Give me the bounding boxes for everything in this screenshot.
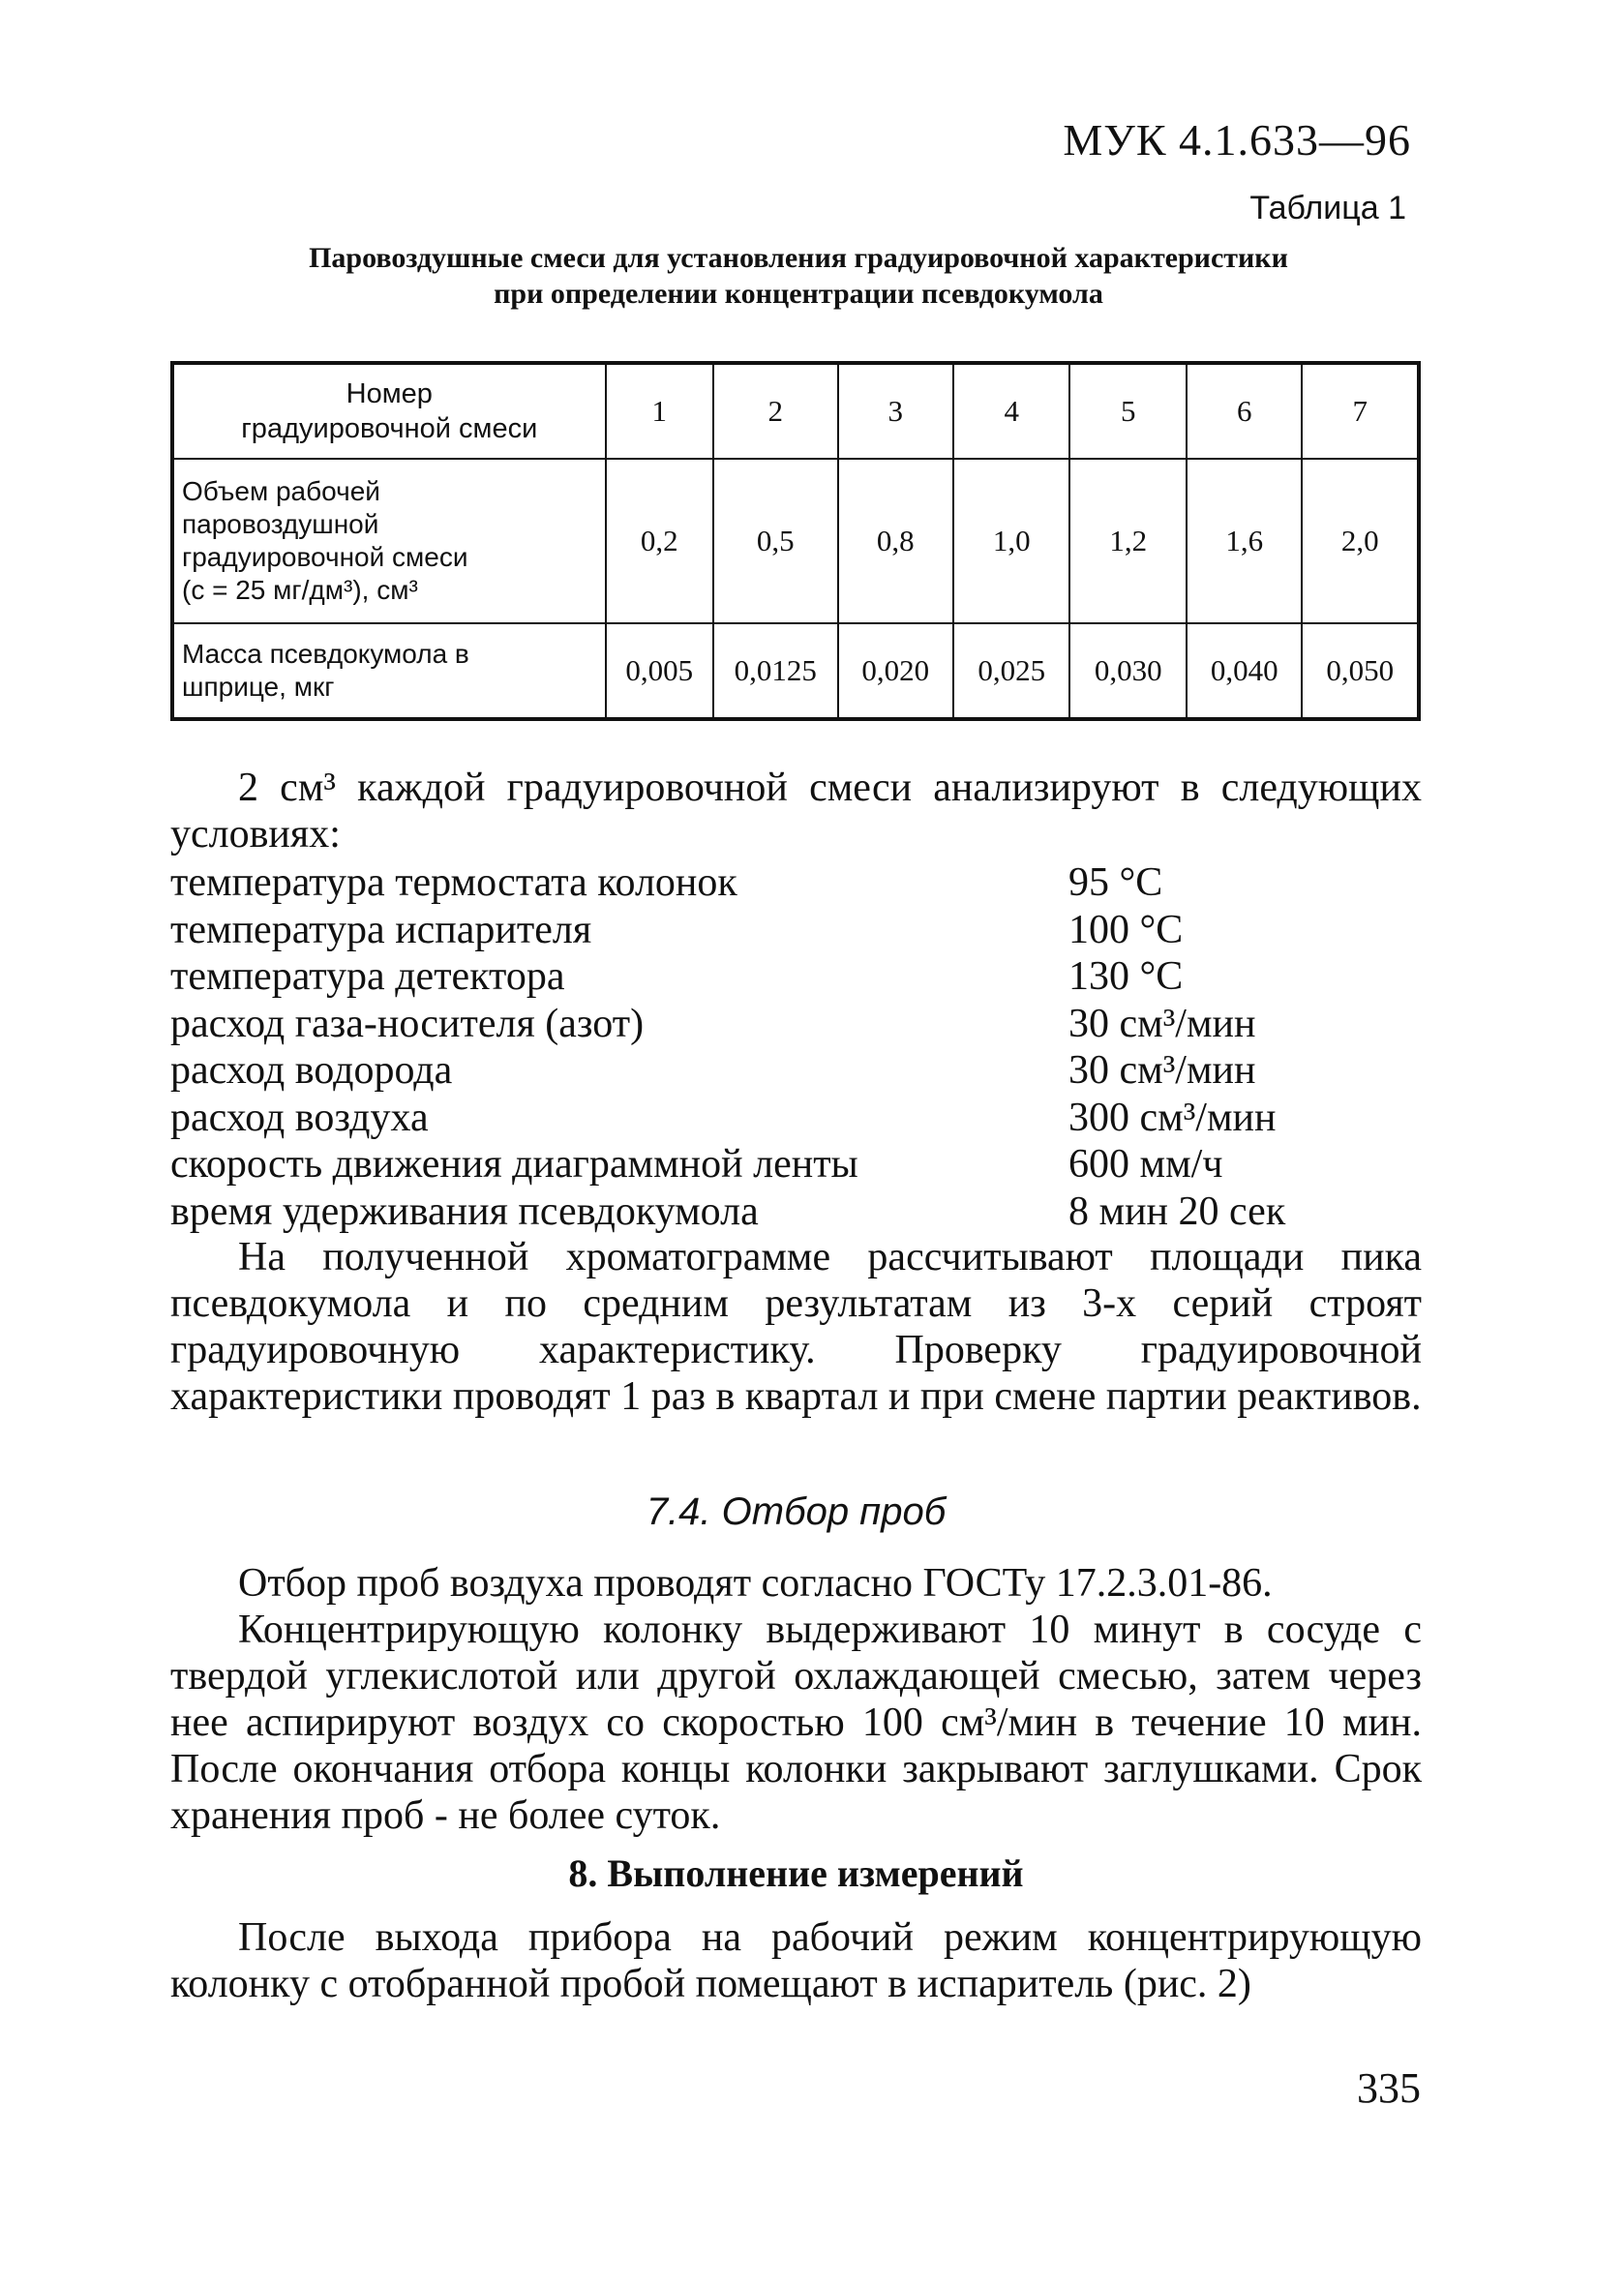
table-cell: 2,0 [1302,459,1419,623]
table-cell: 0,5 [713,459,838,623]
condition-name: расход газа-носителя (азот) [170,1001,645,1046]
table-row-volume [172,459,1419,623]
measurement-paragraph: После выхода прибора на рабочий режим концентрирующую колонку с отобранной пробой помещают в испаритель (рис. 2) [170,1915,1422,2006]
header-label-cell [172,363,606,459]
condition-name: температура испарителя [170,907,592,952]
column-header: 3 [838,363,953,459]
condition-value: 30 см³/мин [1068,1001,1256,1046]
table-cell: 0,8 [838,459,953,623]
condition-value: 8 мин 20 сек [1068,1188,1286,1234]
calibration-table [170,361,1421,721]
row-label-line: паровоздушной [182,509,379,539]
table-cell: 0,005 [606,623,713,719]
condition-name: расход водорода [170,1048,453,1093]
condition-row [170,953,1422,1001]
section-title-measurements: 8. Выполнение измерений [568,1851,1024,1895]
table-cell: 0,0125 [713,623,838,719]
condition-name: температура термостата колонок [170,860,737,905]
row-label-line: (с = 25 мг/дм³), см³ [182,575,418,605]
table-cell: 0,020 [838,623,953,719]
table-label: Таблица 1 [1249,190,1406,226]
row-label-line: шприце, мкг [182,672,335,702]
condition-name: температура детектора [170,954,565,999]
column-header: 5 [1069,363,1186,459]
column-header: 4 [953,363,1069,459]
table-cell: 0,030 [1069,623,1186,719]
table-cell: 0,2 [606,459,713,623]
document-code: МУК 4.1.633—96 [1063,115,1411,165]
conditions-list [170,859,1422,1235]
condition-row [170,859,1422,907]
condition-value: 30 см³/мин [1068,1048,1256,1093]
table-cell: 0,025 [953,623,1069,719]
condition-value: 130 °С [1068,954,1184,999]
column-header: 2 [713,363,838,459]
section-title-sampling: 7.4. Отбор проб [646,1490,947,1533]
condition-name: скорость движения диаграммной ленты [170,1142,858,1187]
condition-name: время удерживания псевдокумола [170,1188,759,1234]
page-number: 335 [1357,2064,1421,2112]
condition-row [170,907,1422,954]
sampling-paragraph-2: Концентрирующую колонку выдерживают 10 минут в сосуде с твердой углекислотой или другой охлаждающей смесью, затем через нее аспирируют воздух со скоростью 100 см³/мин в течение 10 мин. После окончания отбора концы колонки закрывают заглушками. Срок хранения проб - не более суток. [170,1608,1422,1838]
condition-row [170,1001,1422,1048]
table-cell: 0,050 [1302,623,1419,719]
table-cell: 1,6 [1187,459,1302,623]
table-cell: 1,2 [1069,459,1186,623]
row-label-mass [172,623,606,719]
sampling-paragraph-1: Отбор проб воздуха проводят согласно ГОСТу 17.2.3.01-86. [238,1561,1273,1606]
condition-value: 95 °С [1068,860,1163,905]
table-header-row [172,363,1419,459]
row-label-line: градуировочной смеси [182,542,468,572]
row-label-volume [172,459,606,623]
table-row-mass [172,623,1419,719]
table-cell: 0,040 [1187,623,1302,719]
header-label-line2: градуировочной смеси [241,413,538,444]
condition-value: 100 °С [1068,907,1184,952]
condition-row [170,1188,1422,1236]
table-cell: 1,0 [953,459,1069,623]
condition-name: расход воздуха [170,1095,429,1140]
row-label-line: Масса псевдокумола в [182,639,469,669]
table-caption-line2: при определении концентрации псевдокумола [494,278,1103,310]
condition-value: 300 см³/мин [1068,1095,1277,1140]
row-label-line: Объем рабочей [182,476,380,506]
column-header: 1 [606,363,713,459]
chromatogram-paragraph: На полученной хроматограмме рассчитывают площади пика псевдокумола и по средним результатам из 3-х серий строят градуировочную характеристику. Проверку градуировочной характеристики проводят 1 раз в квартал и при смене партии реактивов. [170,1235,1422,1419]
table-caption [184,240,1413,312]
condition-value: 600 мм/ч [1068,1142,1223,1187]
condition-row [170,1095,1422,1142]
column-header: 6 [1187,363,1302,459]
table-caption-line1: Паровоздушные смеси для установления градуировочной характеристики [309,242,1288,274]
header-label-line1: Номер [346,378,433,409]
conditions-intro: 2 см³ каждой градуировочной смеси анализируют в следующих условиях: [170,766,1422,857]
condition-row [170,1141,1422,1188]
column-header: 7 [1302,363,1419,459]
condition-row [170,1047,1422,1095]
